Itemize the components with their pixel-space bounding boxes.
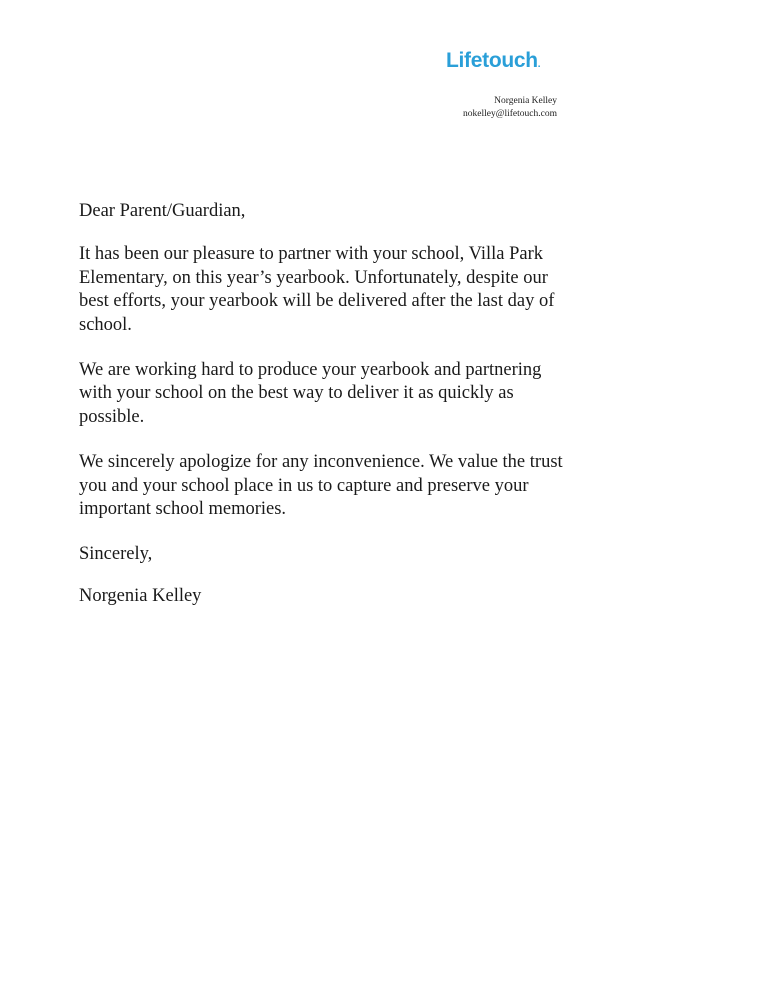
closing: Sincerely, xyxy=(79,544,153,565)
paragraph-delay-notice: It has been our pleasure to partner with your school, Villa Park Elementary, on this year’s yearbook. Unfortunately, despite our best efforts, your yearbook will be delivered after the last day of school. xyxy=(79,244,555,335)
lifetouch-logo xyxy=(446,50,540,71)
sender-email: nokelley@lifetouch.com xyxy=(463,109,557,119)
signature-name: Norgenia Kelley xyxy=(79,585,202,606)
paragraph-working-hard: We are working hard to produce your yearbook and partnering with your school on the best way to deliver it as quickly as possible. xyxy=(79,360,542,427)
paragraph-apology: We sincerely apologize for any inconvenience. We value the trust you and your school place in us to capture and preserve your important school memories. xyxy=(79,452,563,520)
salutation: Dear Parent/Guardian, xyxy=(79,201,246,221)
logo-text: Lifetouch xyxy=(446,49,538,72)
letter-body xyxy=(79,200,569,608)
sender-contact-block xyxy=(463,95,557,121)
sender-name: Norgenia Kelley xyxy=(494,96,557,106)
logo-dot: . xyxy=(537,59,541,70)
